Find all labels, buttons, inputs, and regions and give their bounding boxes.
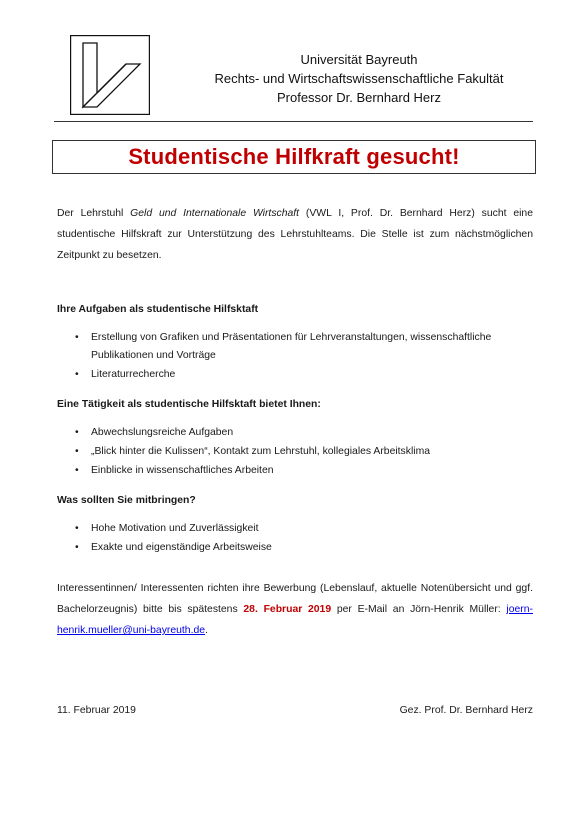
email-link[interactable]: joern-henrik.mueller@uni-bayreuth.de: [57, 604, 533, 636]
chair-name: Geld und Internationale Wirtschaft: [130, 208, 300, 219]
deadline-date: 28. Februar 2019: [243, 604, 332, 615]
list-item-text: Abwechslungsreiche Aufgaben: [91, 427, 234, 438]
bullet-icon: •: [75, 427, 79, 438]
letterhead: [190, 50, 528, 107]
professor-name: Professor Dr. Bernhard Herz: [276, 90, 441, 105]
list-item: [57, 443, 533, 461]
list-item: [57, 424, 533, 442]
title-box: [52, 140, 536, 174]
intro-paragraph: [57, 203, 533, 266]
intro-text-end: (VWL I, Prof. Dr. Bernhard Herz) sucht eine studentische Hilfskraft zur Unterstützung des Lehrstuhlteams. Die Stelle ist zum nächstmöglichen Zeitpunkt zu besetzen.: [57, 208, 533, 261]
section-heading-requirements: Was sollten Sie mitbringen?: [57, 495, 196, 506]
list-item-text: Exakte und eigenständige Arbeitsweise: [91, 542, 272, 553]
bullet-icon: •: [75, 369, 79, 380]
list-item-text: „Blick hinter die Kulissen“, Kontakt zum Lehrstuhl, kollegiales Arbeitsklima: [91, 446, 430, 457]
section-heading-tasks: Ihre Aufgaben als studentische Hilfsktaft: [57, 304, 259, 315]
closing-period: .: [205, 625, 208, 636]
list-item-text: Einblicke in wissenschaftliches Arbeiten: [91, 465, 274, 476]
logo-mark-icon: [70, 35, 150, 115]
university-name: Universität Bayreuth: [300, 52, 418, 67]
bullet-icon: •: [75, 465, 79, 476]
faculty-name: Rechts- und Wirtschaftswissenschaftliche Fakultät: [214, 71, 504, 86]
footer-signature: Gez. Prof. Dr. Bernhard Herz: [399, 705, 533, 716]
bullet-icon: •: [75, 523, 79, 534]
closing-paragraph: [57, 578, 533, 641]
list-item-text: Erstellung von Grafiken und Präsentationen für Lehrveranstaltungen, wissenschaftliche Publikationen und Vorträge: [91, 332, 492, 361]
page-title: Studentische Hilfkraft gesucht!: [128, 144, 460, 169]
footer-date: 11. Februar 2019: [57, 705, 136, 716]
list-item-text: Hohe Motivation und Zuverlässigkeit: [91, 523, 259, 534]
footer: [57, 705, 533, 716]
closing-text-end: per E-Mail an Jörn-Henrik Müller:: [331, 604, 507, 615]
list-item: [57, 329, 533, 365]
list-item: [57, 366, 533, 384]
intro-text-start: Der Lehrstuhl: [57, 208, 131, 219]
bullet-icon: •: [75, 446, 79, 457]
tasks-list: [57, 329, 533, 384]
list-item-text: Literaturrecherche: [91, 369, 176, 380]
list-item: [57, 539, 533, 557]
bullet-icon: •: [75, 542, 79, 553]
requirements-list: [57, 520, 533, 557]
university-logo: [70, 35, 150, 115]
bullet-icon: •: [75, 332, 79, 343]
list-item: [57, 462, 533, 480]
closing-text-start: Interessentinnen/ Interessenten richten ihre Bewerbung (Lebenslauf, aktuelle Notenübersicht und ggf. Bachelorzeugnis) bitte bis spätestens: [57, 583, 533, 615]
header-divider: [54, 121, 533, 122]
section-heading-benefits: Eine Tätigkeit als studentische Hilfsktaft bietet Ihnen:: [57, 399, 321, 410]
list-item: [57, 520, 533, 538]
benefits-list: [57, 424, 533, 480]
document-body: [57, 203, 533, 641]
